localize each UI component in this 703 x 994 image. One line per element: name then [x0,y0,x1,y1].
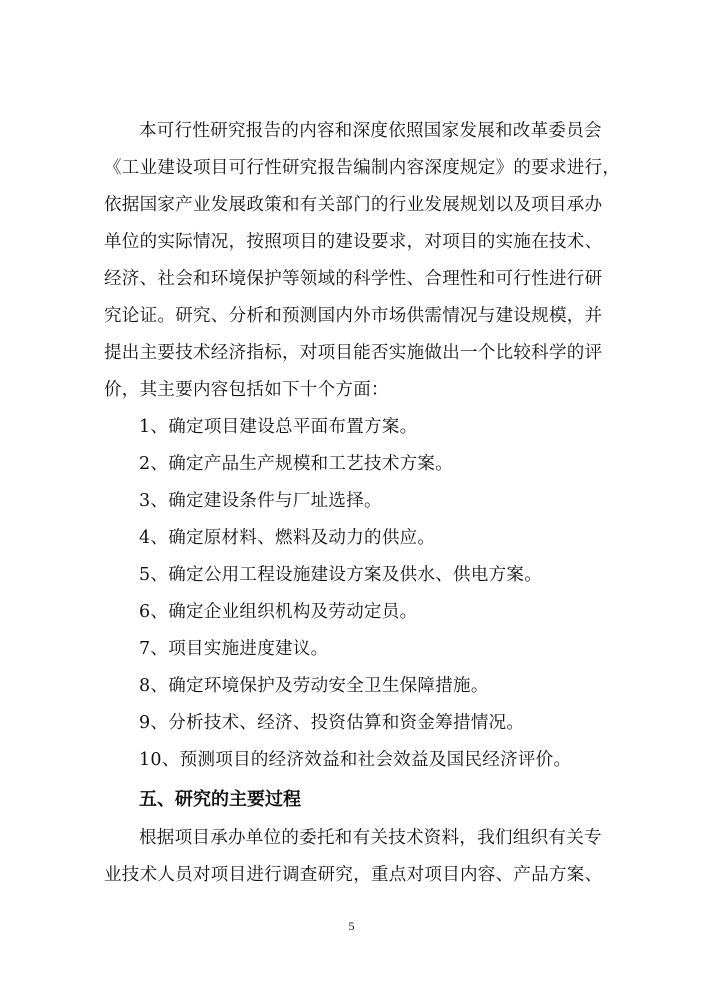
paragraph-1-line: 价，其主要内容包括如下十个方面： [104,380,389,400]
paragraph-1-line: 经济、社会和环境保护等领域的科学性、合理性和可行性进行研 [104,269,603,289]
paragraph-1-line: 依据国家产业发展政策和有关部门的行业发展规划以及项目承办 [104,195,603,215]
list-item: 6、确定企业组织机构及劳动定员。 [139,602,418,622]
paragraph-2-line: 业技术人员对项目进行调查研究，重点对项目内容、产品方案、 [104,865,603,885]
list-item: 2、确定产品生产规模和工艺技术方案。 [139,454,454,474]
paragraph-1-line: 究论证。研究、分析和预测国内外市场供需情况与建设规模，并 [104,306,603,326]
section-heading: 五、研究的主要过程 [139,789,301,810]
list-item: 5、确定公用工程设施建设方案及供水、供电方案。 [139,565,543,585]
list-item: 3、确定建设条件与厂址选择。 [139,491,382,511]
list-item: 1、确定项目建设总平面布置方案。 [139,417,418,437]
paragraph-1-line: 提出主要技术经济指标，对项目能否实施做出一个比较科学的评 [104,343,603,363]
paragraph-1-line: 本可行性研究报告的内容和深度依照国家发展和改革委员会 [139,121,602,141]
page-number: 5 [348,919,355,933]
paragraph-1-line: 《工业建设项目可行性研究报告编制内容深度规定》的要求进行， [104,158,621,178]
paragraph-1-line: 单位的实际情况，按照项目的建设要求，对项目的实施在技术、 [104,232,603,252]
paragraph-2-line: 根据项目承办单位的委托和有关技术资料，我们组织有关专 [139,828,602,848]
list-item: 7、项目实施进度建议。 [139,639,329,659]
list-item: 4、确定原材料、燃料及动力的供应。 [139,528,436,548]
list-item: 8、确定环境保护及劳动安全卫生保障措施。 [139,676,489,696]
list-item: 9、分析技术、经济、投资估算和资金筹措情况。 [139,713,525,733]
list-item: 10、预测项目的经济效益和社会效益及国民经济评价。 [139,750,572,770]
